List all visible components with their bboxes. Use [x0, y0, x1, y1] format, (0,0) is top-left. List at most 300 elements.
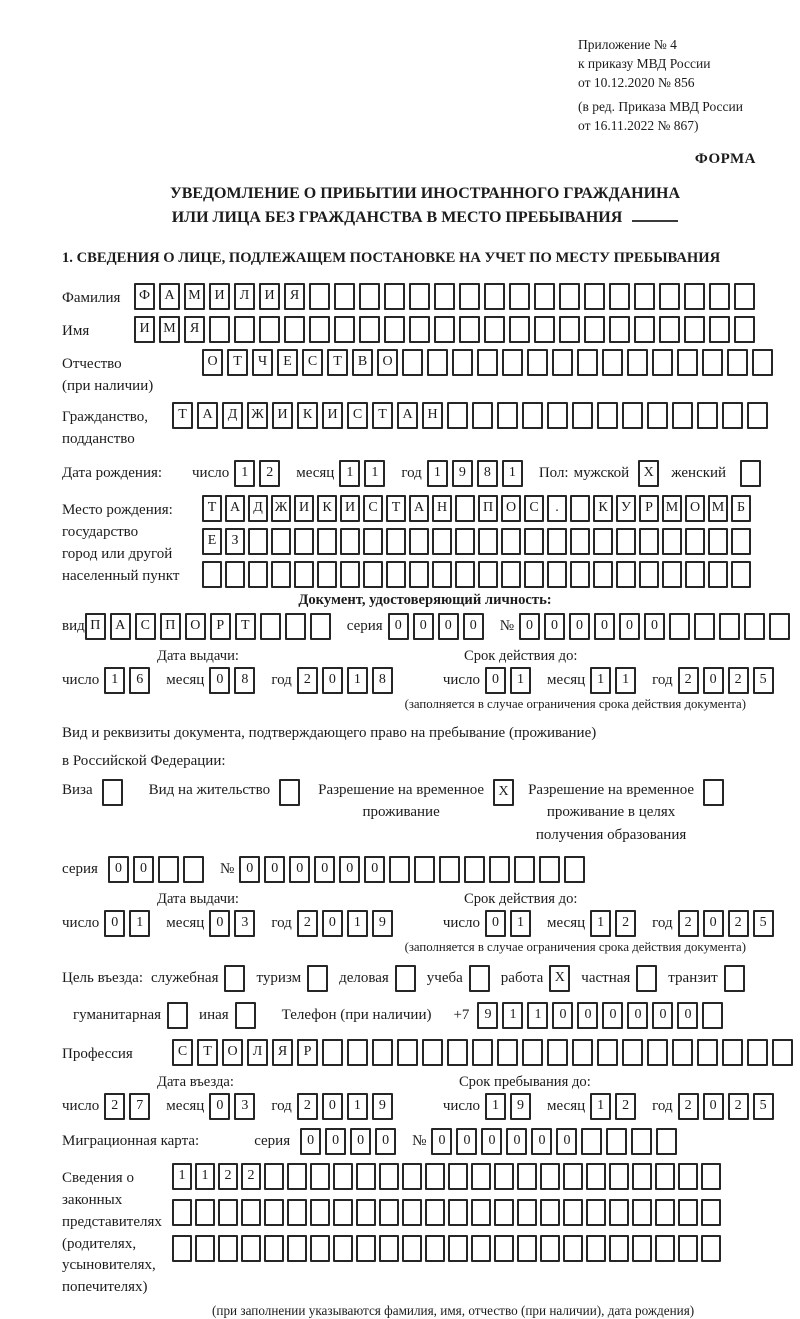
form-cell[interactable]	[409, 528, 429, 555]
form-cell[interactable]	[172, 1235, 192, 1262]
form-cell[interactable]: 0	[209, 667, 230, 694]
form-cell[interactable]: А	[397, 402, 418, 429]
form-cell[interactable]	[284, 316, 305, 343]
form-cell[interactable]	[769, 613, 790, 640]
form-cell[interactable]: И	[294, 495, 314, 522]
form-cell[interactable]	[597, 402, 618, 429]
form-cell[interactable]	[527, 349, 548, 376]
form-cell[interactable]: 3	[234, 910, 255, 937]
form-cell[interactable]	[502, 349, 523, 376]
form-cell[interactable]: 2	[678, 667, 699, 694]
purpose-tourism-checkbox[interactable]	[307, 965, 328, 992]
form-cell[interactable]: 0	[300, 1128, 321, 1155]
form-cell[interactable]: 0	[481, 1128, 502, 1155]
form-cell[interactable]: Я	[284, 283, 305, 310]
form-cell[interactable]	[563, 1235, 583, 1262]
form-cell[interactable]	[317, 528, 337, 555]
form-cell[interactable]	[356, 1163, 376, 1190]
form-cell[interactable]	[572, 1039, 593, 1066]
form-cell[interactable]	[593, 528, 613, 555]
form-cell[interactable]	[340, 561, 360, 588]
form-cell[interactable]	[209, 316, 230, 343]
form-cell[interactable]	[702, 349, 723, 376]
form-cell[interactable]: 2	[678, 1093, 699, 1120]
form-cell[interactable]	[655, 1163, 675, 1190]
form-cell[interactable]: 0	[339, 856, 360, 883]
form-cell[interactable]	[310, 1163, 330, 1190]
form-cell[interactable]	[634, 283, 655, 310]
form-cell[interactable]	[271, 528, 291, 555]
form-cell[interactable]	[772, 1039, 793, 1066]
form-cell[interactable]: 1	[347, 667, 368, 694]
form-cell[interactable]	[414, 856, 435, 883]
form-cell[interactable]: 0	[544, 613, 565, 640]
form-cell[interactable]	[264, 1199, 284, 1226]
form-cell[interactable]: 0	[552, 1002, 573, 1029]
form-cell[interactable]	[386, 561, 406, 588]
form-cell[interactable]	[402, 1163, 422, 1190]
form-cell[interactable]	[708, 528, 728, 555]
form-cell[interactable]: 1	[364, 460, 385, 487]
form-cell[interactable]: 2	[297, 667, 318, 694]
form-cell[interactable]	[677, 349, 698, 376]
form-cell[interactable]	[448, 1235, 468, 1262]
form-cell[interactable]	[384, 316, 405, 343]
form-cell[interactable]: Т	[235, 613, 256, 640]
form-cell[interactable]: И	[259, 283, 280, 310]
form-cell[interactable]: О	[202, 349, 223, 376]
form-cell[interactable]	[709, 283, 730, 310]
form-cell[interactable]	[425, 1163, 445, 1190]
form-cell[interactable]: Т	[197, 1039, 218, 1066]
form-cell[interactable]: К	[317, 495, 337, 522]
form-cell[interactable]: О	[377, 349, 398, 376]
purpose-private-checkbox[interactable]	[636, 965, 657, 992]
form-cell[interactable]	[564, 856, 585, 883]
form-cell[interactable]	[317, 561, 337, 588]
form-cell[interactable]	[448, 1163, 468, 1190]
form-cell[interactable]	[559, 283, 580, 310]
form-cell[interactable]: 0	[209, 1093, 230, 1120]
form-cell[interactable]: 9	[452, 460, 473, 487]
form-cell[interactable]	[248, 528, 268, 555]
form-cell[interactable]: С	[172, 1039, 193, 1066]
form-cell[interactable]	[540, 1199, 560, 1226]
form-cell[interactable]: Л	[234, 283, 255, 310]
form-cell[interactable]: Р	[210, 613, 231, 640]
form-cell[interactable]: 8	[234, 667, 255, 694]
form-cell[interactable]	[581, 1128, 602, 1155]
form-cell[interactable]	[563, 1163, 583, 1190]
form-cell[interactable]	[333, 1235, 353, 1262]
form-cell[interactable]: Р	[639, 495, 659, 522]
form-cell[interactable]	[471, 1235, 491, 1262]
form-cell[interactable]	[359, 283, 380, 310]
form-cell[interactable]	[627, 349, 648, 376]
form-cell[interactable]	[202, 561, 222, 588]
form-cell[interactable]	[606, 1128, 627, 1155]
form-cell[interactable]: .	[547, 495, 567, 522]
form-cell[interactable]	[158, 856, 179, 883]
form-cell[interactable]	[678, 1199, 698, 1226]
form-cell[interactable]: С	[347, 402, 368, 429]
form-cell[interactable]: С	[302, 349, 323, 376]
form-cell[interactable]	[389, 856, 410, 883]
form-cell[interactable]: 0	[556, 1128, 577, 1155]
form-cell[interactable]: Ж	[247, 402, 268, 429]
form-cell[interactable]: 2	[615, 1093, 636, 1120]
form-cell[interactable]	[722, 402, 743, 429]
male-checkbox[interactable]: X	[638, 460, 659, 487]
form-cell[interactable]: 0	[703, 667, 724, 694]
form-cell[interactable]	[477, 349, 498, 376]
form-cell[interactable]	[586, 1235, 606, 1262]
form-cell[interactable]	[448, 1199, 468, 1226]
form-cell[interactable]	[287, 1199, 307, 1226]
form-cell[interactable]: М	[662, 495, 682, 522]
visa-checkbox[interactable]	[102, 779, 123, 806]
form-cell[interactable]	[379, 1163, 399, 1190]
form-cell[interactable]	[447, 1039, 468, 1066]
form-cell[interactable]	[570, 528, 590, 555]
form-cell[interactable]	[340, 528, 360, 555]
form-cell[interactable]	[195, 1199, 215, 1226]
form-cell[interactable]	[472, 402, 493, 429]
form-cell[interactable]	[517, 1163, 537, 1190]
form-cell[interactable]: 6	[129, 667, 150, 694]
form-cell[interactable]: 0	[485, 667, 506, 694]
form-cell[interactable]: 0	[264, 856, 285, 883]
form-cell[interactable]	[678, 1163, 698, 1190]
form-cell[interactable]: С	[363, 495, 383, 522]
form-cell[interactable]	[422, 1039, 443, 1066]
form-cell[interactable]: 0	[463, 613, 484, 640]
form-cell[interactable]	[685, 528, 705, 555]
form-cell[interactable]: 1	[527, 1002, 548, 1029]
form-cell[interactable]	[586, 1163, 606, 1190]
form-cell[interactable]: 5	[753, 667, 774, 694]
form-cell[interactable]: А	[110, 613, 131, 640]
form-cell[interactable]	[616, 528, 636, 555]
form-cell[interactable]	[577, 349, 598, 376]
form-cell[interactable]: 0	[594, 613, 615, 640]
form-cell[interactable]	[534, 316, 555, 343]
purpose-official-checkbox[interactable]	[224, 965, 245, 992]
form-cell[interactable]	[363, 528, 383, 555]
form-cell[interactable]: З	[225, 528, 245, 555]
form-cell[interactable]: 2	[241, 1163, 261, 1190]
form-cell[interactable]	[241, 1235, 261, 1262]
form-cell[interactable]	[356, 1235, 376, 1262]
form-cell[interactable]: Р	[297, 1039, 318, 1066]
form-cell[interactable]	[609, 1163, 629, 1190]
form-cell[interactable]	[602, 349, 623, 376]
form-cell[interactable]: 0	[239, 856, 260, 883]
form-cell[interactable]	[484, 283, 505, 310]
form-cell[interactable]: 8	[477, 460, 498, 487]
form-cell[interactable]: 0	[652, 1002, 673, 1029]
form-cell[interactable]	[685, 561, 705, 588]
form-cell[interactable]: 0	[485, 910, 506, 937]
form-cell[interactable]	[271, 561, 291, 588]
form-cell[interactable]	[478, 528, 498, 555]
form-cell[interactable]: 0	[569, 613, 590, 640]
form-cell[interactable]	[294, 528, 314, 555]
form-cell[interactable]: Т	[172, 402, 193, 429]
form-cell[interactable]	[494, 1235, 514, 1262]
form-cell[interactable]: 0	[602, 1002, 623, 1029]
form-cell[interactable]: 0	[627, 1002, 648, 1029]
form-cell[interactable]	[310, 1199, 330, 1226]
form-cell[interactable]	[464, 856, 485, 883]
form-cell[interactable]	[409, 283, 430, 310]
form-cell[interactable]: 0	[104, 910, 125, 937]
form-cell[interactable]: 2	[297, 910, 318, 937]
form-cell[interactable]: 0	[577, 1002, 598, 1029]
form-cell[interactable]	[631, 1128, 652, 1155]
form-cell[interactable]: Л	[247, 1039, 268, 1066]
form-cell[interactable]: 1	[104, 667, 125, 694]
form-cell[interactable]	[402, 1199, 422, 1226]
form-cell[interactable]: 1	[485, 1093, 506, 1120]
form-cell[interactable]: Е	[202, 528, 222, 555]
form-cell[interactable]	[425, 1235, 445, 1262]
form-cell[interactable]: 0	[456, 1128, 477, 1155]
form-cell[interactable]	[439, 856, 460, 883]
form-cell[interactable]	[517, 1235, 537, 1262]
form-cell[interactable]	[434, 316, 455, 343]
form-cell[interactable]	[656, 1128, 677, 1155]
form-cell[interactable]	[183, 856, 204, 883]
form-cell[interactable]	[489, 856, 510, 883]
form-cell[interactable]	[559, 316, 580, 343]
form-cell[interactable]	[494, 1163, 514, 1190]
residence-permit-checkbox[interactable]	[279, 779, 300, 806]
form-cell[interactable]	[547, 1039, 568, 1066]
form-cell[interactable]: 0	[519, 613, 540, 640]
form-cell[interactable]	[563, 1199, 583, 1226]
form-cell[interactable]	[672, 1039, 693, 1066]
form-cell[interactable]	[747, 1039, 768, 1066]
form-cell[interactable]	[310, 1235, 330, 1262]
form-cell[interactable]: 3	[234, 1093, 255, 1120]
form-cell[interactable]: Д	[248, 495, 268, 522]
form-cell[interactable]: Д	[222, 402, 243, 429]
form-cell[interactable]: 0	[133, 856, 154, 883]
form-cell[interactable]	[570, 561, 590, 588]
form-cell[interactable]	[333, 1199, 353, 1226]
form-cell[interactable]	[727, 349, 748, 376]
form-cell[interactable]: 1	[510, 910, 531, 937]
form-cell[interactable]: А	[225, 495, 245, 522]
form-cell[interactable]: 2	[259, 460, 280, 487]
form-cell[interactable]	[684, 283, 705, 310]
form-cell[interactable]	[586, 1199, 606, 1226]
form-cell[interactable]: И	[209, 283, 230, 310]
form-cell[interactable]	[609, 1235, 629, 1262]
form-cell[interactable]	[402, 349, 423, 376]
form-cell[interactable]	[402, 1235, 422, 1262]
form-cell[interactable]: 1	[234, 460, 255, 487]
form-cell[interactable]	[379, 1199, 399, 1226]
form-cell[interactable]: 0	[289, 856, 310, 883]
form-cell[interactable]: Я	[272, 1039, 293, 1066]
purpose-work-checkbox[interactable]: X	[549, 965, 570, 992]
form-cell[interactable]: 9	[510, 1093, 531, 1120]
form-cell[interactable]	[509, 316, 530, 343]
form-cell[interactable]	[432, 528, 452, 555]
form-cell[interactable]: 2	[218, 1163, 238, 1190]
form-cell[interactable]: В	[352, 349, 373, 376]
form-cell[interactable]: О	[501, 495, 521, 522]
form-cell[interactable]	[241, 1199, 261, 1226]
form-cell[interactable]: 0	[322, 667, 343, 694]
form-cell[interactable]	[484, 316, 505, 343]
form-cell[interactable]: 7	[129, 1093, 150, 1120]
form-cell[interactable]	[409, 561, 429, 588]
form-cell[interactable]: 2	[104, 1093, 125, 1120]
form-cell[interactable]: Ч	[252, 349, 273, 376]
form-cell[interactable]	[287, 1235, 307, 1262]
form-cell[interactable]	[547, 402, 568, 429]
purpose-business-checkbox[interactable]	[395, 965, 416, 992]
form-cell[interactable]	[655, 1199, 675, 1226]
form-cell[interactable]	[632, 1199, 652, 1226]
form-cell[interactable]: 0	[322, 910, 343, 937]
form-cell[interactable]: 2	[615, 910, 636, 937]
form-cell[interactable]	[616, 561, 636, 588]
form-cell[interactable]: 2	[728, 1093, 749, 1120]
form-cell[interactable]: 1	[502, 1002, 523, 1029]
form-cell[interactable]	[609, 1199, 629, 1226]
form-cell[interactable]	[634, 316, 655, 343]
form-cell[interactable]	[478, 561, 498, 588]
form-cell[interactable]: 2	[728, 910, 749, 937]
form-cell[interactable]	[734, 316, 755, 343]
form-cell[interactable]	[434, 283, 455, 310]
edu-residence-checkbox[interactable]	[703, 779, 724, 806]
form-cell[interactable]: У	[616, 495, 636, 522]
form-cell[interactable]	[632, 1163, 652, 1190]
form-cell[interactable]	[471, 1163, 491, 1190]
form-cell[interactable]	[672, 402, 693, 429]
form-cell[interactable]: Е	[277, 349, 298, 376]
form-cell[interactable]: 2	[297, 1093, 318, 1120]
form-cell[interactable]	[584, 316, 605, 343]
form-cell[interactable]: И	[322, 402, 343, 429]
form-cell[interactable]: 5	[753, 1093, 774, 1120]
form-cell[interactable]	[540, 1235, 560, 1262]
form-cell[interactable]	[662, 561, 682, 588]
form-cell[interactable]: 0	[438, 613, 459, 640]
form-cell[interactable]	[248, 561, 268, 588]
form-cell[interactable]	[609, 283, 630, 310]
form-cell[interactable]	[409, 316, 430, 343]
form-cell[interactable]: Я	[184, 316, 205, 343]
form-cell[interactable]	[356, 1199, 376, 1226]
form-cell[interactable]: М	[159, 316, 180, 343]
form-cell[interactable]: Т	[227, 349, 248, 376]
form-cell[interactable]	[524, 528, 544, 555]
form-cell[interactable]	[322, 1039, 343, 1066]
form-cell[interactable]	[264, 1163, 284, 1190]
form-cell[interactable]	[459, 316, 480, 343]
form-cell[interactable]	[425, 1199, 445, 1226]
form-cell[interactable]: 0	[322, 1093, 343, 1120]
form-cell[interactable]: О	[685, 495, 705, 522]
form-cell[interactable]: 1	[347, 910, 368, 937]
form-cell[interactable]: Т	[372, 402, 393, 429]
form-cell[interactable]	[384, 283, 405, 310]
form-cell[interactable]	[647, 402, 668, 429]
form-cell[interactable]	[734, 283, 755, 310]
form-cell[interactable]	[684, 316, 705, 343]
form-cell[interactable]	[397, 1039, 418, 1066]
form-cell[interactable]: 0	[375, 1128, 396, 1155]
form-cell[interactable]: 1	[339, 460, 360, 487]
form-cell[interactable]	[459, 283, 480, 310]
purpose-humanitarian-checkbox[interactable]	[167, 1002, 188, 1029]
form-cell[interactable]	[744, 613, 765, 640]
form-cell[interactable]	[622, 402, 643, 429]
form-cell[interactable]	[225, 561, 245, 588]
form-cell[interactable]: Т	[202, 495, 222, 522]
form-cell[interactable]	[659, 283, 680, 310]
form-cell[interactable]: 1	[590, 910, 611, 937]
form-cell[interactable]	[494, 1199, 514, 1226]
form-cell[interactable]	[639, 528, 659, 555]
form-cell[interactable]: 1	[427, 460, 448, 487]
form-cell[interactable]	[719, 613, 740, 640]
form-cell[interactable]: М	[708, 495, 728, 522]
form-cell[interactable]: 0	[413, 613, 434, 640]
form-cell[interactable]	[372, 1039, 393, 1066]
form-cell[interactable]	[597, 1039, 618, 1066]
form-cell[interactable]	[652, 349, 673, 376]
form-cell[interactable]: 1	[510, 667, 531, 694]
form-cell[interactable]: 1	[195, 1163, 215, 1190]
form-cell[interactable]	[334, 283, 355, 310]
form-cell[interactable]	[639, 561, 659, 588]
form-cell[interactable]	[447, 402, 468, 429]
form-cell[interactable]	[697, 402, 718, 429]
form-cell[interactable]: 0	[677, 1002, 698, 1029]
form-cell[interactable]: 0	[431, 1128, 452, 1155]
form-cell[interactable]: Т	[327, 349, 348, 376]
form-cell[interactable]	[659, 316, 680, 343]
form-cell[interactable]: Т	[386, 495, 406, 522]
form-cell[interactable]: 1	[590, 1093, 611, 1120]
form-cell[interactable]: А	[159, 283, 180, 310]
form-cell[interactable]: 0	[388, 613, 409, 640]
form-cell[interactable]	[752, 349, 773, 376]
form-cell[interactable]: П	[85, 613, 106, 640]
female-checkbox[interactable]	[740, 460, 761, 487]
form-cell[interactable]: Б	[731, 495, 751, 522]
form-cell[interactable]	[593, 561, 613, 588]
form-cell[interactable]: С	[524, 495, 544, 522]
form-cell[interactable]	[427, 349, 448, 376]
form-cell[interactable]	[702, 1002, 723, 1029]
form-cell[interactable]	[524, 561, 544, 588]
form-cell[interactable]: М	[184, 283, 205, 310]
form-cell[interactable]: 0	[531, 1128, 552, 1155]
form-cell[interactable]	[309, 283, 330, 310]
form-cell[interactable]	[455, 528, 475, 555]
form-cell[interactable]	[287, 1163, 307, 1190]
form-cell[interactable]	[701, 1235, 721, 1262]
form-cell[interactable]: 1	[590, 667, 611, 694]
